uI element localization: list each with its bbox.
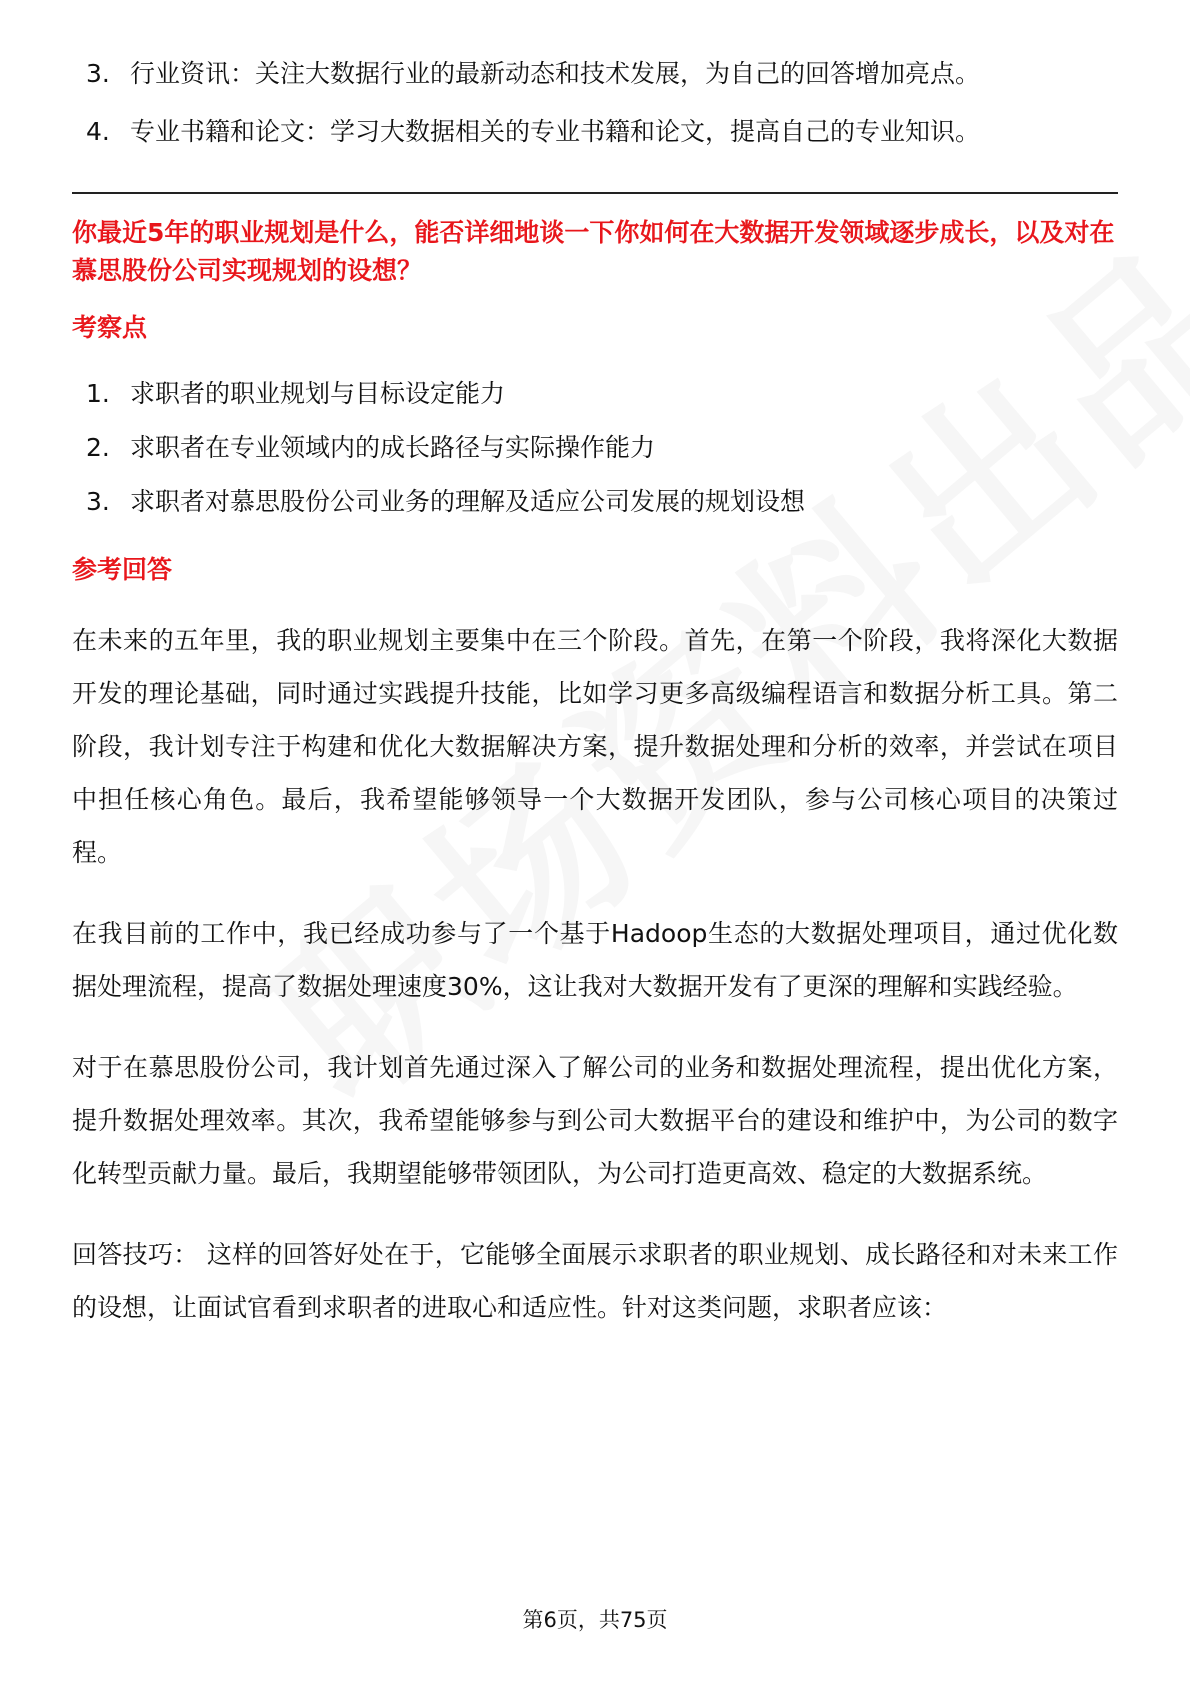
- question-heading: 你最近5年的职业规划是什么，能否详细地谈一下你如何在大数据开发领域逐步成长，以及对在慕思股份公司实现规划的设想？: [72, 218, 1115, 285]
- page-content: [72, 56, 1118, 1334]
- list-item: [72, 114, 1118, 150]
- section-divider: [72, 192, 1118, 194]
- list-item-number: 1.: [86, 379, 110, 408]
- list-item-text: 行业资讯：关注大数据行业的最新动态和技术发展，为自己的回答增加亮点。: [130, 59, 981, 88]
- list-item-number: 4.: [86, 117, 110, 146]
- list-item-number: 2.: [86, 433, 110, 462]
- list-item: [72, 484, 1118, 520]
- points-list: [72, 376, 1118, 520]
- list-item-text: 专业书籍和论文：学习大数据相关的专业书籍和论文，提高自己的专业知识。: [130, 117, 981, 146]
- list-item-number: 3.: [86, 59, 110, 88]
- answer-paragraph: 在我目前的工作中，我已经成功参与了一个基于Hadoop生态的大数据处理项目，通过优化数据处理流程，提高了数据处理速度30%，这让我对大数据开发有了更深的理解和实践经验。: [72, 919, 1118, 1001]
- page-number-footer: 第6页，共75页: [522, 1608, 668, 1632]
- intro-list: [72, 56, 1118, 150]
- answer-paragraph: 在未来的五年里，我的职业规划主要集中在三个阶段。首先，在第一个阶段，我将深化大数据开发的理论基础，同时通过实践提升技能，比如学习更多高级编程语言和数据分析工具。第二阶段，我计划专注于构建和优化大数据解决方案，提升数据处理和分析的效率，并尝试在项目中担任核心角色。最后，我希望能够领导一个大数据开发团队，参与公司核心项目的决策过程。: [72, 626, 1118, 867]
- list-item: [72, 430, 1118, 466]
- list-item-text: 求职者在专业领域内的成长路径与实际操作能力: [130, 433, 656, 462]
- list-item-text: 求职者的职业规划与目标设定能力: [130, 379, 506, 408]
- answer-tips-paragraph: 回答技巧： 这样的回答好处在于，它能够全面展示求职者的职业规划、成长路径和对未来工作的设想，让面试官看到求职者的进取心和适应性。针对这类问题，求职者应该：: [72, 1240, 1118, 1322]
- list-item: [72, 56, 1118, 92]
- list-item-text: 求职者对慕思股份公司业务的理解及适应公司发展的规划设想: [130, 487, 806, 516]
- list-item-number: 3.: [86, 487, 110, 516]
- answer-paragraph: 对于在慕思股份公司，我计划首先通过深入了解公司的业务和数据处理流程，提出优化方案，提升数据处理效率。其次，我希望能够参与到公司大数据平台的建设和维护中，为公司的数字化转型贡献力量。最后，我期望能够带领团队，为公司打造更高效、稳定的大数据系统。: [72, 1053, 1118, 1188]
- list-item: [72, 376, 1118, 412]
- points-heading: 考察点: [72, 313, 148, 342]
- answer-heading: 参考回答: [72, 555, 173, 584]
